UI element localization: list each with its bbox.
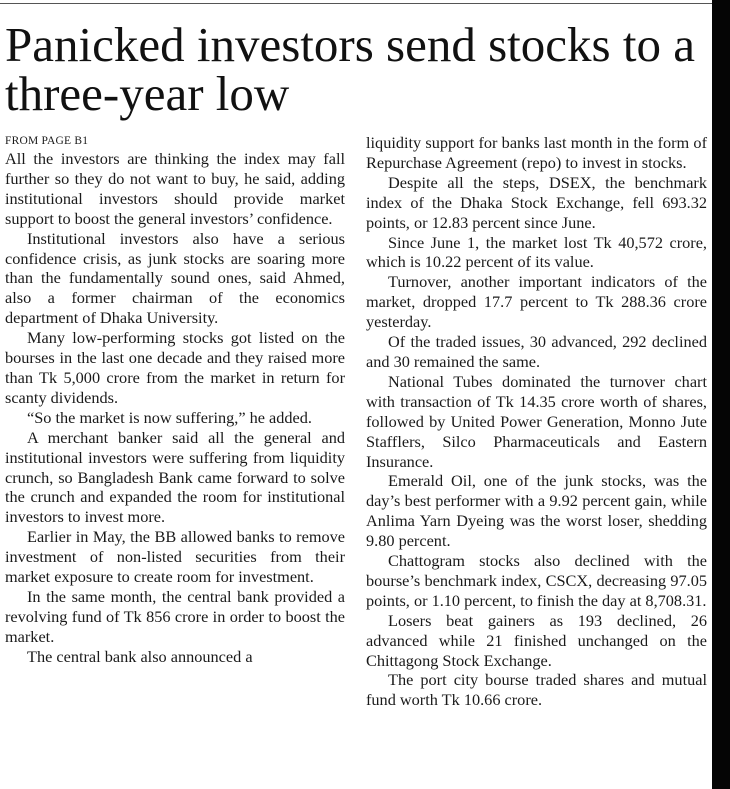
paragraph: Institutional investors also have a serious confidence crisis, as junk stocks are soaring more than the fundamentally sound ones, said Ahmed, also a former chairman of the economics department of Dhaka University. [5, 228, 345, 328]
paragraph: Chattogram stocks also declined with the bourse’s benchmark index, CSCX, decreasing 97.05 points, or 1.10 percent, to finish the day at 8,708.31. [366, 551, 707, 610]
paragraph: In the same month, the central bank provided a revolving fund of Tk 856 crore in order to boost the market. [5, 586, 345, 646]
paragraph: Despite all the steps, DSEX, the benchmark index of the Dhaka Stock Exchange, fell 693.32 points, or 12.83 percent since June. [366, 172, 707, 232]
right-column [366, 133, 707, 710]
paragraph: The port city bourse traded shares and mutual fund worth Tk 10.66 crore. [366, 670, 707, 710]
left-column [5, 133, 345, 667]
paragraph: Turnover, another important indicators of the market, dropped 17.7 percent to Tk 288.36 crore yesterday. [366, 272, 707, 332]
headline: Panicked investors send stocks to a three-year low [5, 17, 695, 121]
paragraph: Since June 1, the market lost Tk 40,572 crore, which is 10.22 percent of its value. [366, 232, 707, 272]
paragraph: All the investors are thinking the index may fall further so they do not want to buy, he said, adding institutional investors should provide market support to boost the general investors’ confidence. [5, 149, 345, 228]
paragraph: Losers beat gainers as 193 declined, 26 advanced while 21 finished unchanged on the Chittagong Stock Exchange. [366, 610, 707, 670]
paragraph: Of the traded issues, 30 advanced, 292 declined and 30 remained the same. [366, 332, 707, 371]
paragraph: liquidity support for banks last month in the form of Repurchase Agreement (repo) to invest in stocks. [366, 133, 707, 172]
paragraph: “So the market is now suffering,” he added. [27, 407, 312, 427]
kicker: FROM PAGE B1 [5, 135, 89, 147]
top-rule [0, 3, 712, 4]
paragraph: National Tubes dominated the turnover chart with transaction of Tk 14.35 crore worth of shares, followed by United Power Generation, Monno Jute Stafflers, Silco Pharmaceuticals and Eastern Insurance. [366, 371, 707, 471]
right-edge-bar [712, 0, 730, 789]
paragraph: Earlier in May, the BB allowed banks to remove investment of non-listed securities from their market exposure to create room for investment. [5, 527, 345, 587]
paragraph: Emerald Oil, one of the junk stocks, was the day’s best performer with a 9.92 percent gain, while Anlima Yarn Dyeing was the worst loser, shedding 9.80 percent. [366, 471, 707, 551]
paragraph: Many low-performing stocks got listed on the bourses in the last one decade and they raised more than Tk 5,000 crore from the market in return for scanty dividends. [5, 328, 345, 407]
paragraph: The central bank also announced a [27, 646, 253, 666]
paragraph: A merchant banker said all the general and institutional investors were suffering from liquidity crunch, so Bangladesh Bank came forward to solve the crunch and expanded the room for institutional investors to invest more. [5, 427, 345, 527]
